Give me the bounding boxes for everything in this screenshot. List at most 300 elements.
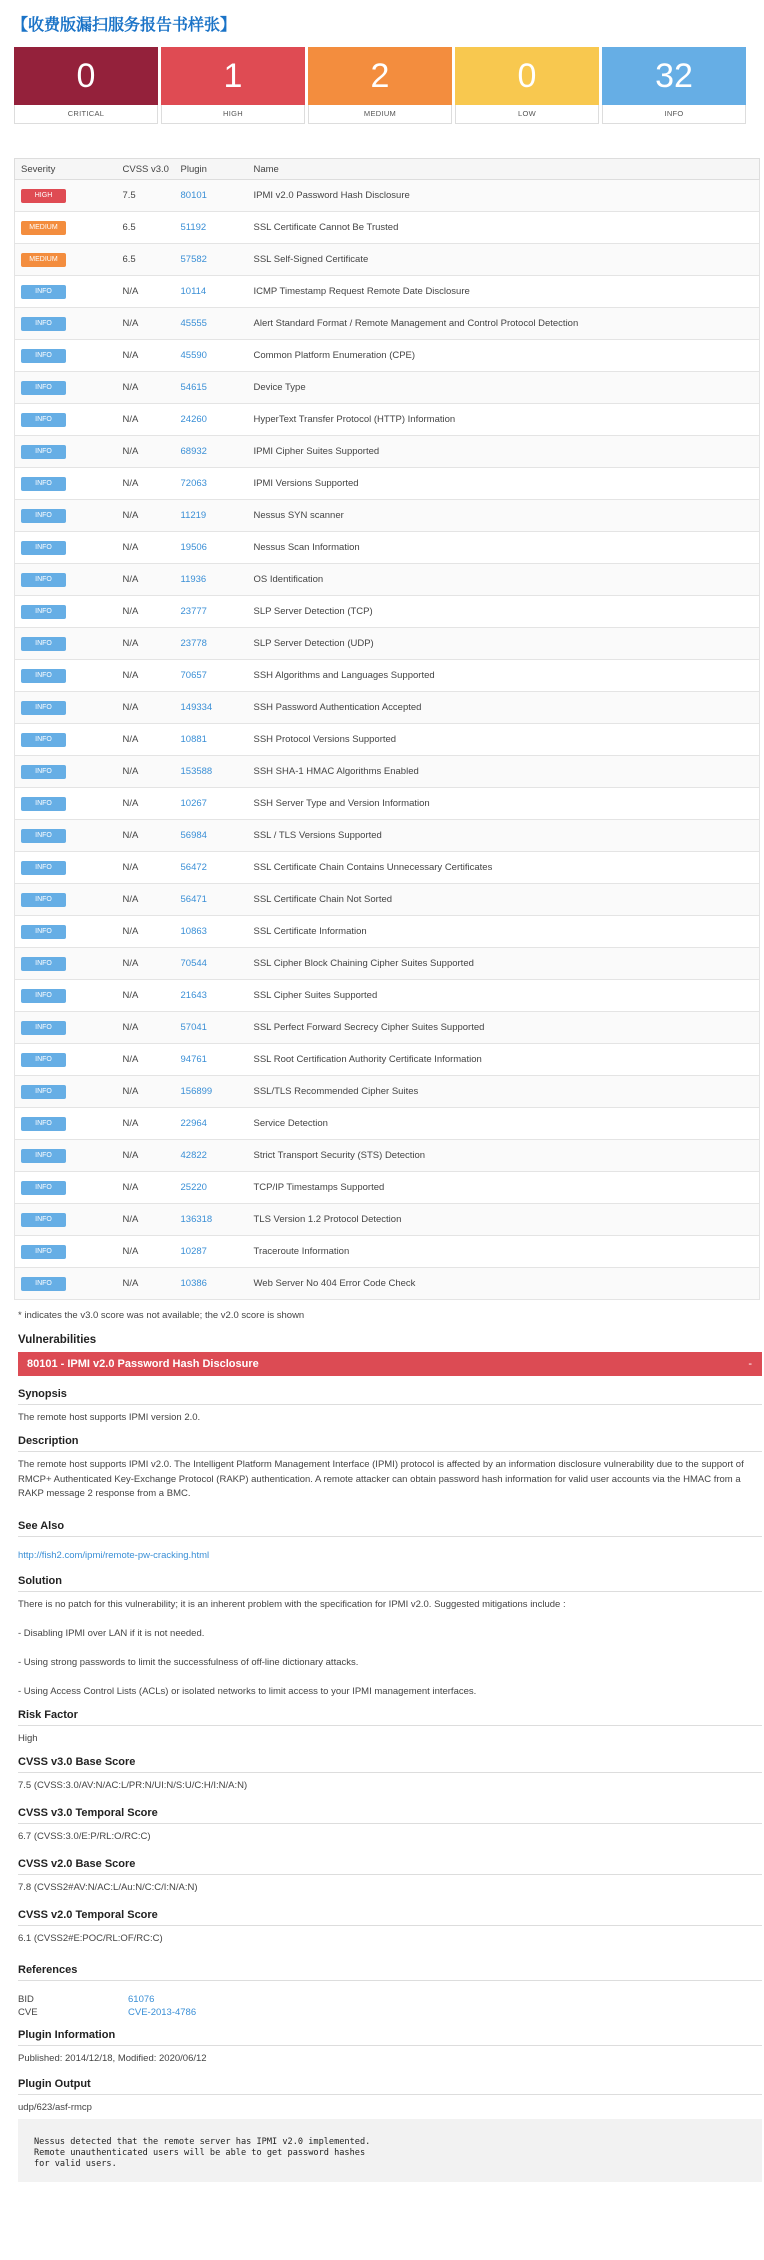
table-row — [15, 1108, 760, 1140]
risk-factor-value: High — [18, 1733, 38, 1744]
table-row — [15, 1012, 760, 1044]
plugin-link[interactable]: 22964 — [180, 1118, 207, 1129]
cvss3-temporal-value: 6.7 (CVSS:3.0/E:P/RL:O/RC:C) — [18, 1831, 151, 1842]
table-row — [15, 500, 760, 532]
plugin-link[interactable]: 10863 — [180, 926, 207, 937]
name-cell: SLP Server Detection (UDP) — [248, 628, 760, 660]
name-cell: SSL Certificate Information — [248, 916, 760, 948]
name-cell: SSL Self-Signed Certificate — [248, 244, 760, 276]
name-cell: Traceroute Information — [248, 1236, 760, 1268]
summary-critical — [14, 47, 158, 158]
collapse-toggle[interactable]: - — [748, 1358, 752, 1370]
table-row — [15, 980, 760, 1012]
cvss3-base-heading: CVSS v3.0 Base Score — [18, 1756, 762, 1773]
table-row — [15, 724, 760, 756]
summary-high — [161, 47, 305, 158]
vulnerability-title: 80101 - IPMI v2.0 Password Hash Disclosure — [27, 1358, 259, 1370]
plugin-cell — [175, 788, 248, 820]
plugin-link[interactable]: 70657 — [180, 670, 207, 681]
summary-high-count: 1 — [161, 47, 305, 105]
severity-cell — [15, 948, 117, 980]
plugin-cell — [175, 948, 248, 980]
table-row — [15, 916, 760, 948]
table-row — [15, 180, 760, 212]
cvss-cell: N/A — [117, 884, 175, 916]
cvss-cell: N/A — [117, 1012, 175, 1044]
severity-cell — [15, 500, 117, 532]
plugin-link[interactable]: 45590 — [180, 350, 207, 361]
summary-info — [602, 47, 746, 158]
severity-badge: INFO — [21, 829, 66, 843]
table-row — [15, 564, 760, 596]
plugin-link[interactable]: 149334 — [180, 702, 213, 713]
severity-badge: INFO — [21, 605, 66, 619]
name-cell: IPMI v2.0 Password Hash Disclosure — [248, 180, 760, 212]
summary-high-label: HIGH — [161, 105, 305, 124]
table-row — [15, 820, 760, 852]
severity-cell — [15, 212, 117, 244]
severity-badge: INFO — [21, 861, 66, 875]
reference-row — [8, 1993, 756, 2006]
plugin-cell — [175, 596, 248, 628]
name-cell: Web Server No 404 Error Code Check — [248, 1268, 760, 1300]
plugin-cell — [175, 1140, 248, 1172]
plugin-cell — [175, 756, 248, 788]
see-also-link[interactable]: http://fish2.com/ipmi/remote-pw-cracking.html — [18, 1550, 210, 1561]
table-row — [15, 404, 760, 436]
plugin-link[interactable]: 56472 — [180, 862, 207, 873]
severity-cell — [15, 468, 117, 500]
cvss-cell: N/A — [117, 660, 175, 692]
cvss3-temporal-heading: CVSS v3.0 Temporal Score — [18, 1807, 762, 1824]
table-row — [15, 468, 760, 500]
severity-badge: INFO — [21, 637, 66, 651]
severity-badge: INFO — [21, 317, 66, 331]
severity-cell — [15, 180, 117, 212]
cvss-cell: N/A — [117, 820, 175, 852]
plugin-cell — [175, 308, 248, 340]
severity-badge: INFO — [21, 1053, 66, 1067]
severity-badge: INFO — [21, 701, 66, 715]
plugin-cell — [175, 660, 248, 692]
severity-cell — [15, 916, 117, 948]
cvss-footnote: * indicates the v3.0 score was not available; the v2.0 score is shown — [18, 1310, 305, 1321]
risk-factor-heading: Risk Factor — [18, 1709, 762, 1726]
name-cell: Service Detection — [248, 1108, 760, 1140]
cvss-cell: N/A — [117, 1204, 175, 1236]
plugin-link[interactable]: 11219 — [180, 510, 207, 521]
table-row — [15, 1268, 760, 1300]
solution-heading: Solution — [18, 1575, 762, 1592]
plugin-link[interactable]: 45555 — [180, 318, 207, 329]
reference-link[interactable]: CVE-2013-4786 — [128, 2007, 197, 2018]
plugin-link[interactable]: 70544 — [180, 958, 207, 969]
name-cell: Device Type — [248, 372, 760, 404]
plugin-link[interactable]: 23777 — [180, 606, 207, 617]
plugin-link[interactable]: 156899 — [180, 1086, 213, 1097]
name-cell: SSL Cipher Block Chaining Cipher Suites Supported — [248, 948, 760, 980]
table-row — [15, 244, 760, 276]
cvss-cell: 7.5 — [117, 180, 175, 212]
summary-medium-count: 2 — [308, 47, 452, 105]
plugin-link[interactable]: 54615 — [180, 382, 207, 393]
name-cell: Nessus Scan Information — [248, 532, 760, 564]
plugin-cell — [175, 692, 248, 724]
severity-badge: INFO — [21, 349, 66, 363]
see-also-heading: See Also — [18, 1520, 762, 1537]
plugin-cell — [175, 180, 248, 212]
plugin-cell — [175, 1204, 248, 1236]
header-cvss: CVSS v3.0 — [117, 159, 175, 180]
severity-badge: INFO — [21, 477, 66, 491]
plugin-cell — [175, 436, 248, 468]
table-row — [15, 1236, 760, 1268]
severity-cell — [15, 404, 117, 436]
severity-cell — [15, 1044, 117, 1076]
reference-key: CVE — [18, 2007, 38, 2018]
cvss-cell: N/A — [117, 1044, 175, 1076]
header-severity: Severity — [15, 159, 117, 180]
table-row — [15, 1140, 760, 1172]
cvss-cell: N/A — [117, 852, 175, 884]
name-cell: SSH Password Authentication Accepted — [248, 692, 760, 724]
table-row — [15, 948, 760, 980]
table-row — [15, 596, 760, 628]
severity-cell — [15, 308, 117, 340]
severity-summary — [8, 40, 756, 158]
plugin-cell — [175, 628, 248, 660]
name-cell: SSL Certificate Chain Not Sorted — [248, 884, 760, 916]
plugin-cell — [175, 276, 248, 308]
cvss-cell: N/A — [117, 308, 175, 340]
name-cell: SSH Algorithms and Languages Supported — [248, 660, 760, 692]
cvss-cell: N/A — [117, 276, 175, 308]
severity-badge: INFO — [21, 1181, 66, 1195]
cvss-cell: N/A — [117, 596, 175, 628]
table-row — [15, 532, 760, 564]
report-title: 【收费版漏扫服务报告书样张】 — [12, 17, 237, 34]
name-cell: HyperText Transfer Protocol (HTTP) Information — [248, 404, 760, 436]
plugin-cell — [175, 1044, 248, 1076]
plugin-link[interactable]: 51192 — [180, 222, 207, 233]
cvss2-temporal-value: 6.1 (CVSS2#E:POC/RL:OF/RC:C) — [18, 1933, 163, 1944]
cvss2-temporal-heading: CVSS v2.0 Temporal Score — [18, 1909, 762, 1926]
plugin-cell — [175, 884, 248, 916]
solution-line: - Using strong passwords to limit the successfulness of off-line dictionary attacks. — [18, 1657, 359, 1668]
name-cell: TLS Version 1.2 Protocol Detection — [248, 1204, 760, 1236]
severity-cell — [15, 340, 117, 372]
severity-badge: INFO — [21, 925, 66, 939]
cvss-cell: N/A — [117, 372, 175, 404]
severity-cell — [15, 1268, 117, 1300]
cvss-cell: N/A — [117, 1140, 175, 1172]
table-header-row — [15, 159, 760, 180]
plugin-cell — [175, 852, 248, 884]
name-cell: SSL Perfect Forward Secrecy Cipher Suites Supported — [248, 1012, 760, 1044]
summary-info-count: 32 — [602, 47, 746, 105]
plugin-cell — [175, 340, 248, 372]
plugin-info-value: Published: 2014/12/18, Modified: 2020/06/12 — [18, 2053, 207, 2064]
references-heading: References — [18, 1964, 762, 1981]
plugin-link[interactable]: 57582 — [180, 254, 207, 265]
severity-cell — [15, 1204, 117, 1236]
plugin-output-heading: Plugin Output — [18, 2078, 762, 2095]
severity-cell — [15, 1108, 117, 1140]
severity-badge: INFO — [21, 285, 66, 299]
plugin-cell — [175, 564, 248, 596]
summary-low — [455, 47, 599, 158]
cvss3-base-value: 7.5 (CVSS:3.0/AV:N/AC:L/PR:N/UI:N/S:U/C:H/I:N/A:N) — [18, 1780, 248, 1791]
severity-badge: INFO — [21, 445, 66, 459]
plugin-link[interactable]: 10881 — [180, 734, 207, 745]
severity-cell — [15, 660, 117, 692]
summary-low-count: 0 — [455, 47, 599, 105]
plugin-cell — [175, 916, 248, 948]
severity-cell — [15, 1140, 117, 1172]
plugin-link[interactable]: 136318 — [180, 1214, 213, 1225]
plugin-cell — [175, 1236, 248, 1268]
findings-body — [15, 180, 760, 1300]
name-cell: SSH SHA-1 HMAC Algorithms Enabled — [248, 756, 760, 788]
severity-badge: INFO — [21, 989, 66, 1003]
name-cell: SSH Protocol Versions Supported — [248, 724, 760, 756]
plugin-link[interactable]: 23778 — [180, 638, 207, 649]
table-row — [15, 884, 760, 916]
plugin-link[interactable]: 25220 — [180, 1182, 207, 1193]
plugin-cell — [175, 404, 248, 436]
reference-row — [8, 2006, 756, 2019]
table-row — [15, 276, 760, 308]
plugin-cell — [175, 1108, 248, 1140]
severity-cell — [15, 1012, 117, 1044]
severity-badge: INFO — [21, 733, 66, 747]
name-cell: SLP Server Detection (TCP) — [248, 596, 760, 628]
plugin-link[interactable]: 56471 — [180, 894, 207, 905]
table-row — [15, 212, 760, 244]
plugin-link[interactable]: 68932 — [180, 446, 207, 457]
severity-cell — [15, 692, 117, 724]
name-cell: Alert Standard Format / Remote Management and Control Protocol Detection — [248, 308, 760, 340]
name-cell: Strict Transport Security (STS) Detection — [248, 1140, 760, 1172]
severity-badge: INFO — [21, 1085, 66, 1099]
cvss-cell: N/A — [117, 436, 175, 468]
cvss-cell: N/A — [117, 500, 175, 532]
summary-info-label: INFO — [602, 105, 746, 124]
severity-cell — [15, 852, 117, 884]
summary-low-label: LOW — [455, 105, 599, 124]
cvss-cell: N/A — [117, 1076, 175, 1108]
references-list — [8, 1981, 756, 2029]
summary-critical-count: 0 — [14, 47, 158, 105]
plugin-cell — [175, 468, 248, 500]
table-row — [15, 852, 760, 884]
name-cell: TCP/IP Timestamps Supported — [248, 1172, 760, 1204]
plugin-cell — [175, 820, 248, 852]
table-row — [15, 372, 760, 404]
plugin-link[interactable]: 10267 — [180, 798, 207, 809]
name-cell: IPMI Cipher Suites Supported — [248, 436, 760, 468]
severity-badge: INFO — [21, 541, 66, 555]
severity-badge: INFO — [21, 1277, 66, 1291]
cvss-cell: N/A — [117, 788, 175, 820]
cvss-cell: N/A — [117, 628, 175, 660]
plugin-cell — [175, 1268, 248, 1300]
solution-line: There is no patch for this vulnerability; it is an inherent problem with the specification for IPMI v2.0. Suggested mitigations include : — [18, 1599, 566, 1610]
name-cell: SSL Cipher Suites Supported — [248, 980, 760, 1012]
plugin-link[interactable]: 57041 — [180, 1022, 207, 1033]
table-row — [15, 1172, 760, 1204]
severity-badge: INFO — [21, 1245, 66, 1259]
table-row — [15, 1044, 760, 1076]
name-cell: ICMP Timestamp Request Remote Date Disclosure — [248, 276, 760, 308]
plugin-link[interactable]: 72063 — [180, 478, 207, 489]
cvss-cell: N/A — [117, 468, 175, 500]
vulnerabilities-heading: Vulnerabilities — [18, 1334, 97, 1346]
severity-cell — [15, 372, 117, 404]
cvss-cell: N/A — [117, 532, 175, 564]
summary-medium — [308, 47, 452, 158]
description-heading: Description — [18, 1435, 762, 1452]
severity-badge: INFO — [21, 893, 66, 907]
plugin-cell — [175, 1076, 248, 1108]
cvss-cell: N/A — [117, 948, 175, 980]
cvss-cell: N/A — [117, 1236, 175, 1268]
cvss-cell: 6.5 — [117, 212, 175, 244]
severity-cell — [15, 756, 117, 788]
reference-link[interactable]: 61076 — [128, 1994, 155, 2005]
cvss-cell: N/A — [117, 1268, 175, 1300]
severity-cell — [15, 596, 117, 628]
plugin-link[interactable]: 19506 — [180, 542, 207, 553]
plugin-link[interactable]: 24260 — [180, 414, 207, 425]
cvss-cell: N/A — [117, 916, 175, 948]
name-cell: OS Identification — [248, 564, 760, 596]
plugin-link[interactable]: 10287 — [180, 1246, 207, 1257]
plugin-output-block: Nessus detected that the remote server has IPMI v2.0 implemented. Remote unauthenticated users will be able to get password hashes for valid users. — [18, 2119, 762, 2182]
severity-cell — [15, 1236, 117, 1268]
severity-badge: INFO — [21, 669, 66, 683]
severity-cell — [15, 724, 117, 756]
plugin-cell — [175, 1012, 248, 1044]
cvss-cell: N/A — [117, 980, 175, 1012]
severity-badge: MEDIUM — [21, 221, 66, 235]
plugin-cell — [175, 532, 248, 564]
plugin-info-heading: Plugin Information — [18, 2029, 762, 2046]
severity-badge: HIGH — [21, 189, 66, 203]
plugin-link[interactable]: 80101 — [180, 190, 207, 201]
cvss-cell: N/A — [117, 404, 175, 436]
table-row — [15, 788, 760, 820]
summary-critical-label: CRITICAL — [14, 105, 158, 124]
name-cell: SSL/TLS Recommended Cipher Suites — [248, 1076, 760, 1108]
table-row — [15, 1204, 760, 1236]
plugin-cell — [175, 212, 248, 244]
findings-table — [14, 158, 760, 1300]
severity-badge: INFO — [21, 1149, 66, 1163]
cvss-cell: N/A — [117, 724, 175, 756]
plugin-cell — [175, 244, 248, 276]
plugin-link[interactable]: 10114 — [180, 286, 207, 297]
plugin-cell — [175, 500, 248, 532]
cvss-cell: N/A — [117, 564, 175, 596]
name-cell: SSL Certificate Cannot Be Trusted — [248, 212, 760, 244]
plugin-cell — [175, 372, 248, 404]
severity-cell — [15, 884, 117, 916]
synopsis-text: The remote host supports IPMI version 2.0. — [18, 1412, 201, 1423]
cvss-cell: 6.5 — [117, 244, 175, 276]
cvss2-base-heading: CVSS v2.0 Base Score — [18, 1858, 762, 1875]
name-cell: SSL Root Certification Authority Certificate Information — [248, 1044, 760, 1076]
name-cell: SSL Certificate Chain Contains Unnecessary Certificates — [248, 852, 760, 884]
header-name: Name — [248, 159, 760, 180]
name-cell: SSH Server Type and Version Information — [248, 788, 760, 820]
plugin-output-port: udp/623/asf-rmcp — [18, 2102, 92, 2113]
table-row — [15, 340, 760, 372]
cvss-cell: N/A — [117, 340, 175, 372]
name-cell: IPMI Versions Supported — [248, 468, 760, 500]
severity-badge: INFO — [21, 1117, 66, 1131]
severity-badge: INFO — [21, 765, 66, 779]
severity-badge: INFO — [21, 1021, 66, 1035]
solution-text — [8, 1592, 762, 1709]
severity-cell — [15, 244, 117, 276]
vulnerability-header-bar[interactable] — [18, 1352, 762, 1376]
table-row — [15, 756, 760, 788]
plugin-link[interactable]: 21643 — [180, 990, 207, 1001]
table-row — [15, 692, 760, 724]
severity-cell — [15, 564, 117, 596]
cvss-cell: N/A — [117, 756, 175, 788]
severity-badge: INFO — [21, 797, 66, 811]
table-row — [15, 308, 760, 340]
severity-badge: INFO — [21, 413, 66, 427]
summary-medium-label: MEDIUM — [308, 105, 452, 124]
plugin-link[interactable]: 153588 — [180, 766, 213, 777]
severity-cell — [15, 436, 117, 468]
table-row — [15, 1076, 760, 1108]
plugin-link[interactable]: 11936 — [180, 574, 207, 585]
severity-badge: INFO — [21, 509, 66, 523]
cvss2-base-value: 7.8 (CVSS2#AV:N/AC:L/Au:N/C:C/I:N/A:N) — [18, 1882, 198, 1893]
cvss-cell: N/A — [117, 1172, 175, 1204]
description-text: The remote host supports IPMI v2.0. The Intelligent Platform Management Interface (IPMI) protocol is affected by an information disclosure vulnerability due to the support of RMCP+ Authenticated Key-Exchange Protocol (RAKP) authentication. A remote attacker can obtain password hash information for valid user accounts via the HMAC from a RAKP message 2 response from a BMC. — [18, 1459, 744, 1499]
severity-badge: INFO — [21, 573, 66, 587]
plugin-link[interactable]: 94761 — [180, 1054, 207, 1065]
severity-badge: MEDIUM — [21, 253, 66, 267]
table-row — [15, 436, 760, 468]
reference-key: BID — [18, 1994, 34, 2005]
severity-cell — [15, 276, 117, 308]
table-row — [15, 628, 760, 660]
severity-badge: INFO — [21, 1213, 66, 1227]
name-cell: Common Platform Enumeration (CPE) — [248, 340, 760, 372]
plugin-link[interactable]: 10386 — [180, 1278, 207, 1289]
synopsis-heading: Synopsis — [18, 1388, 762, 1405]
solution-line: - Disabling IPMI over LAN if it is not needed. — [18, 1628, 205, 1639]
plugin-cell — [175, 980, 248, 1012]
cvss-cell: N/A — [117, 1108, 175, 1140]
severity-cell — [15, 532, 117, 564]
solution-line: - Using Access Control Lists (ACLs) or isolated networks to limit access to your IPMI management interfaces. — [18, 1686, 477, 1697]
plugin-cell — [175, 724, 248, 756]
severity-cell — [15, 628, 117, 660]
plugin-link[interactable]: 56984 — [180, 830, 207, 841]
severity-cell — [15, 788, 117, 820]
name-cell: SSL / TLS Versions Supported — [248, 820, 760, 852]
severity-cell — [15, 1076, 117, 1108]
table-row — [15, 660, 760, 692]
plugin-link[interactable]: 42822 — [180, 1150, 207, 1161]
